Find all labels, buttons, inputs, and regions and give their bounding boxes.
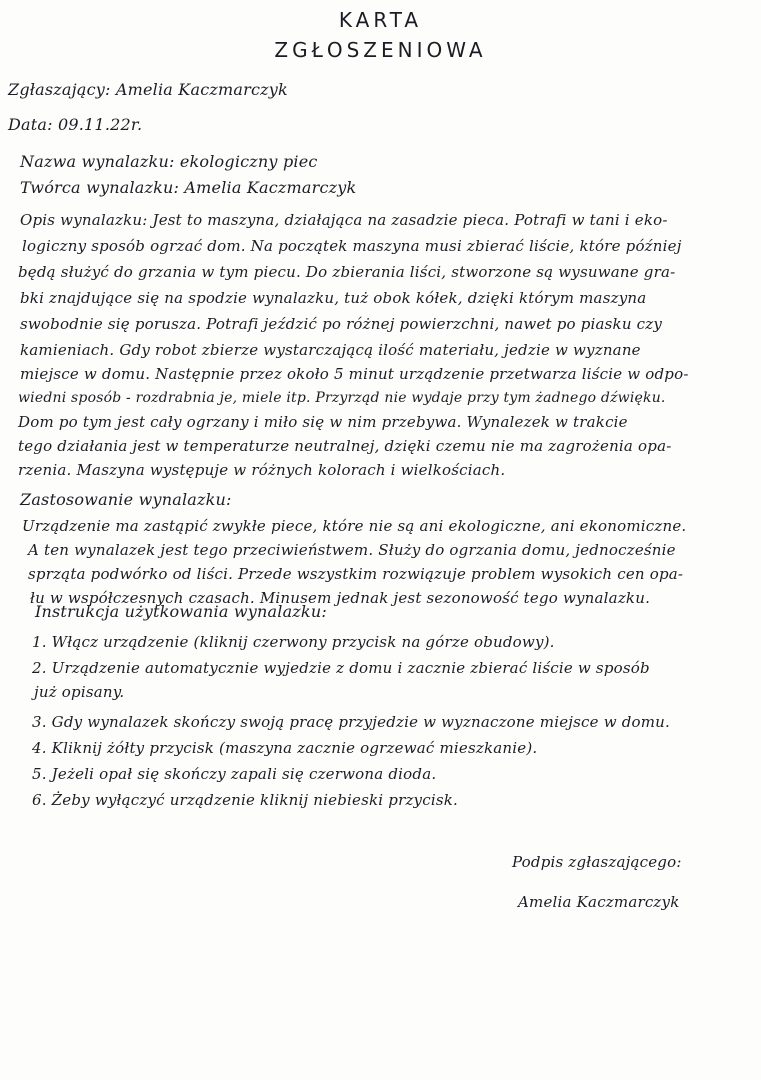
instruction-line: 2. Urządzenie automatycznie wyjedzie z domu i zacznie zbierać liście w sposób [32,659,650,677]
usage-heading: Zastosowanie wynalazku: [20,490,232,509]
signature-label: Podpis zgłaszającego: [512,853,682,871]
instruction-line: 6. Żeby wyłączyć urządzenie kliknij niebieski przycisk. [32,791,458,809]
inventor-line: Twórca wynalazku: Amelia Kaczmarczyk [20,178,357,197]
description-line: Opis wynalazku: Jest to maszyna, działająca na zasadzie pieca. Potrafi w tani i eko- [20,211,668,229]
usage-line: sprząta podwórko od liści. Przede wszystkim rozwiązuje problem wysokich cen opa- [28,565,684,583]
description-line: tego działania jest w temperaturze neutralnej, dzięki czemu nie ma zagrożenia opa- [18,437,672,455]
form-title-line-2: ZGŁOSZENIOWA [274,38,487,62]
instruction-line: już opisany. [34,683,125,701]
date-line: Data: 09.11.22r. [8,115,143,134]
description-line: wiedni sposób - rozdrabnia je, miele itp. Przyrząd nie wydaje przy tym żadnego dźwięku. [18,390,666,406]
description-line: będą służyć do grzania w tym piecu. Do zbierania liści, stworzone są wysuwane gra- [18,263,676,281]
submitter-line: Zgłaszający: Amelia Kaczmarczyk [8,80,288,99]
description-line: bki znajdujące się na spodzie wynalazku, tuż obok kółek, dzięki którym maszyna [20,289,647,307]
signature-name: Amelia Kaczmarczyk [518,893,680,911]
description-line: miejsce w domu. Następnie przez około 5 minut urządzenie przetwarza liście w odpo- [20,365,689,383]
instruction-line: 4. Kliknij żółty przycisk (maszyna zacznie ogrzewać mieszkanie). [32,739,538,757]
instructions-heading: Instrukcja użytkowania wynalazku: [35,602,327,621]
description-line: rzenia. Maszyna występuje w różnych kolorach i wielkościach. [18,461,506,479]
usage-line: A ten wynalazek jest tego przeciwieństwem. Służy do ogrzania domu, jednocześnie [28,541,676,559]
description-line: logiczny sposób ogrzać dom. Na początek maszyna musi zbierać liście, które później [22,237,682,255]
description-line: kamieniach. Gdy robot zbierze wystarczającą ilość materiału, jedzie w wyznane [20,341,641,359]
invention-name-line: Nazwa wynalazku: ekologiczny piec [20,152,318,171]
instruction-line: 1. Włącz urządzenie (kliknij czerwony przycisk na górze obudowy). [32,633,555,651]
instruction-line: 5. Jeżeli opał się skończy zapali się czerwona dioda. [32,765,437,783]
description-line: swobodnie się porusza. Potrafi jeździć po różnej powierzchni, nawet po piasku czy [20,315,663,333]
form-title-line-1: KARTA [338,8,423,32]
instruction-line: 3. Gdy wynalazek skończy swoją pracę przyjedzie w wyznaczone miejsce w domu. [32,713,670,731]
description-line: Dom po tym jest cały ogrzany i miło się w nim przebywa. Wynalezek w trakcie [18,413,628,431]
usage-line: łu w współczesnych czasach. Minusem jednak jest sezonowość tego wynalazku. [30,589,651,607]
usage-line: Urządzenie ma zastąpić zwykłe piece, które nie są ani ekologiczne, ani ekonomiczne. [22,517,687,535]
